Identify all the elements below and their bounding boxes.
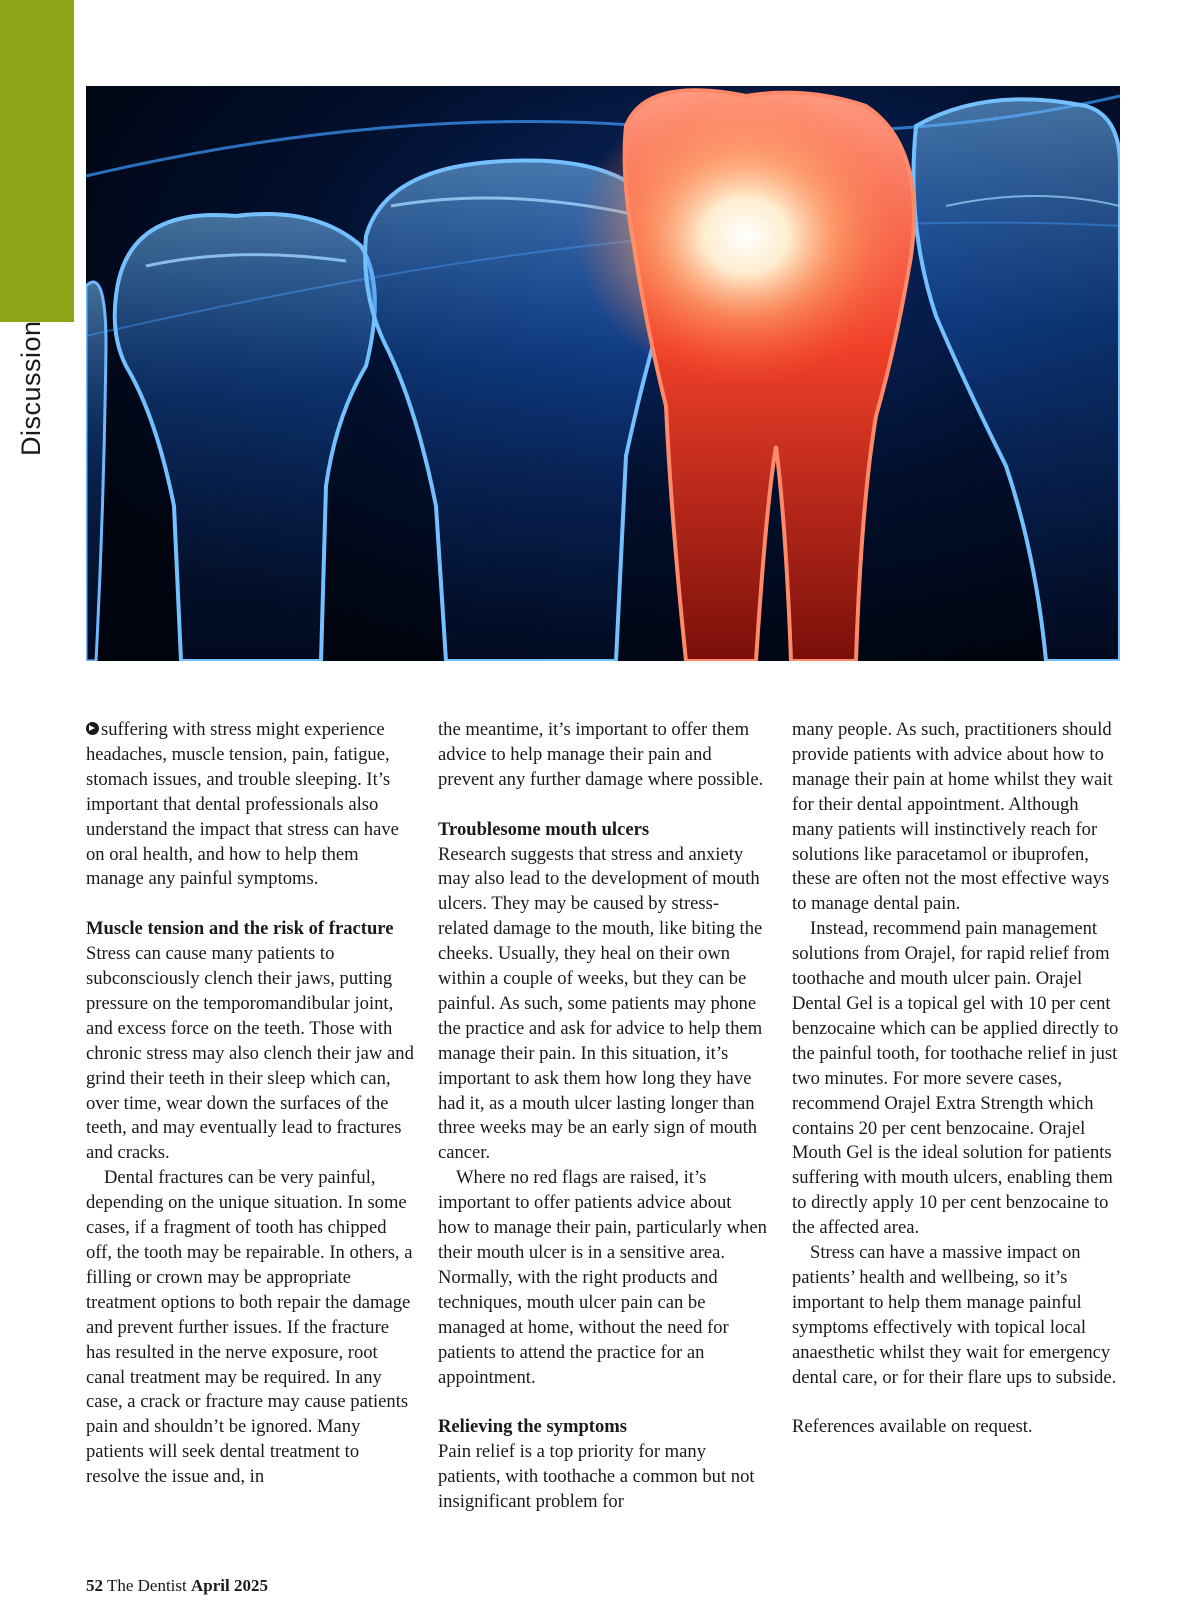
paragraph: Instead, recommend pain management solutions from Orajel, for rapid relief from toothache and mouth ulcer pain. Orajel Dental Gel is a topical gel with 10 per cent benzocaine which can be applied directly to the painful tooth, for toothache relief in just two minutes. For more severe cases, recommend Orajel Extra Strength which contains 20 per cent benzocaine. Orajel Mouth Gel is the ideal solution for patients suffering with mouth ulcers, enabling them to directly apply 10 per cent benzocaine to the affected area. [792,918,1119,1239]
article-column-1 [86,718,416,1490]
article-column-2 [438,718,768,1515]
section-color-bar [0,0,74,322]
paragraph: suffering with stress might experience headaches, muscle tension, pain, fatigue, stomach issues, and trouble sleeping. It’s important that dental professionals also understand the impact that stress can have on oral health, and how to help them manage any painful symptoms. [86,719,399,890]
paragraph: Stress can have a massive impact on patients’ health and wellbeing, so it’s important to help them manage painful symptoms effectively with topical local anaesthetic whilst they wait for emergency dental care, or for their flare ups to subside. [792,1242,1117,1388]
paragraph: Where no red flags are raised, it’s important to offer patients advice about how to manage their pain, particularly when their mouth ulcer is in a sensitive area. Normally, with the right products and techniques, mouth ulcer pain can be managed at home, without the need for patients to attend the practice for an appointment. [438,1167,767,1388]
continued-arrow-icon [86,722,99,735]
paragraph: the meantime, it’s important to offer them advice to help manage their pain and prevent any further damage where possible. [438,719,764,790]
publication-name: The Dentist [106,1576,187,1595]
subheading-muscle-tension: Muscle tension and the risk of fracture [86,918,394,940]
paragraph: many people. As such, practitioners should provide patients with advice about how to manage their pain at home whilst they wait for their dental appointment. Although many patients will instinctively reach for solutions like paracetamol or ibuprofen, these are often not the most effective ways to manage dental pain. [792,719,1113,915]
section-label: Discussion [16,320,46,456]
paragraph: Research suggests that stress and anxiety may also lead to the development of mouth ulcers. They may be caused by stress-related damage to the mouth, like biting the cheeks. Usually, they heal on their own within a couple of weeks, but they can be painful. As such, some patients may phone the practice and ask for advice to help them manage their pain. In this situation, it’s important to ask them how long they have had it, as a mouth ulcer lasting longer than three weeks may be an early sign of mouth cancer. [438,843,763,1164]
article-column-3 [792,718,1122,1440]
subheading-mouth-ulcers: Troublesome mouth ulcers [438,818,650,840]
references-note: References available on request. [792,1416,1033,1438]
issue-date: April 2025 [191,1576,268,1595]
paragraph: Dental fractures can be very painful, depending on the unique situation. In some cases, if a fragment of tooth has chipped off, the tooth may be repairable. In others, a filling or crown may be appropriate treatment options to both repair the damage and prevent further issues. If the fracture has resulted in the nerve exposure, root canal treatment may be required. In any case, a crack or fracture may cause patients pain and shouldn’t be ignored. Many patients will seek dental treatment to resolve the issue and, in [86,1167,413,1488]
paragraph: Pain relief is a top priority for many patients, with toothache a common but not insignificant problem for [438,1441,755,1513]
paragraph: Stress can cause many patients to subconsciously clench their jaws, putting pressure on the temporomandibular joint, and excess force on the teeth. Those with chronic stress may also clench their jaw and grind their teeth in their sleep which can, over time, wear down the surfaces of the teeth, and may eventually lead to fractures and cracks. [86,943,414,1164]
xray-teeth-illustration [86,86,1120,661]
subheading-relieving-symptoms: Relieving the symptoms [438,1416,628,1438]
page-footer [86,1576,268,1596]
page-number: 52 [86,1576,103,1595]
hero-image [86,86,1120,661]
